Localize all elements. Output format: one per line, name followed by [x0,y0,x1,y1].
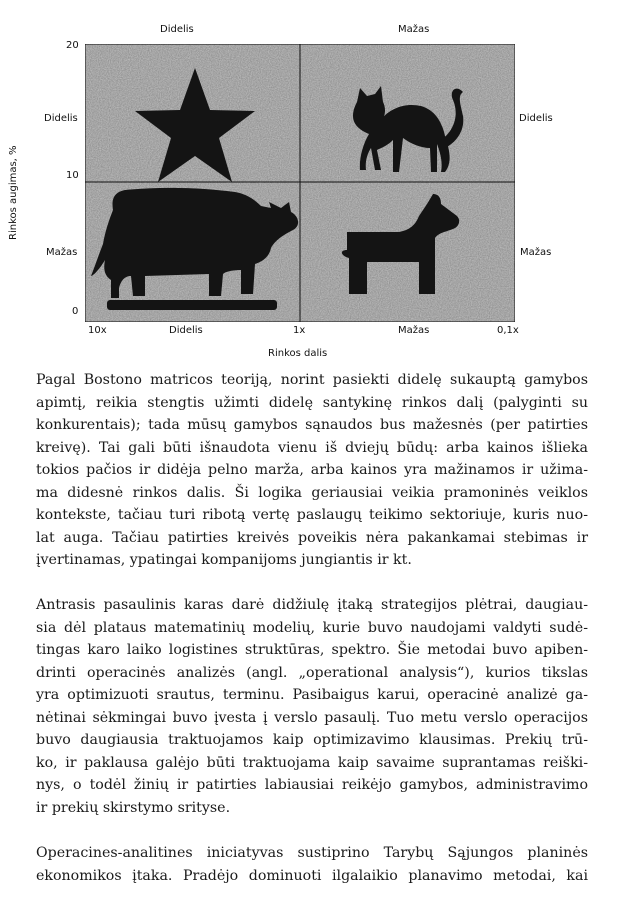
top-label-left: Didelis [160,24,194,35]
x-axis-label: Rinkos dalis [268,348,328,359]
left-label-bottom: Mažas [46,247,78,258]
text-line: nėtinai sėkmingai buvo įvesta į verslo pasaulį. Tuo metu verslo operacijos [36,709,588,726]
text-line: kontekste, tačiau turi ribotą vertę paslaugų teikimo sektoriuje, kuris nuo- [36,507,588,523]
x-tick-01x: 0,1x [497,325,519,336]
text-line: ir prekių skirstymo srityse. [36,799,231,816]
x-bottom-label-left: Didelis [169,325,203,336]
top-label-right: Mažas [398,24,430,35]
paragraph-3 [36,842,588,887]
paragraph-2 [36,594,588,819]
text-line: sia dėl plataus matematinių modelių, kurie buvo naudojami valdyti sudė- [36,619,588,636]
y-axis-label: Rinkos augimas, % [8,145,19,240]
text-line: tokios pačios ir didėja pelno marža, arba kainos yra mažinamos ir užima- [36,462,588,478]
text-line: lat auga. Tačiau patirties kreivės poveikis nėra pakankamai stebimas ir [36,529,588,546]
x-tick-10x: 10x [88,325,107,336]
y-tick-20: 20 [66,40,79,51]
text-line: nys, o todėl žinių ir patirties labiausiai reikėjo gamybos, administravimo [36,777,588,793]
text-line: Operacines-analitines iniciatyvas sustiprino Tarybų Sąjungos planinės [36,845,588,861]
y-tick-10: 10 [66,170,79,181]
text-line: apimtį, reikia stengtis užimti didelę santykinę rinkos dalį (palyginti su [36,394,588,411]
x-tick-1x: 1x [293,325,306,336]
text-line: Antrasis pasaulinis karas darė didžiulę įtaką strategijos plėtrai, daugiau- [36,597,588,613]
paragraph-1 [36,369,588,572]
x-bottom-label-right: Mažas [398,325,430,336]
text-line: Pagal Bostono matricos teoriją, norint pasiekti didelę sukauptą gamybos [36,372,588,388]
y-tick-0: 0 [72,306,79,317]
right-label-bottom: Mažas [520,247,552,258]
text-line: ma didesnė rinkos dalis. Ši logika geriausiai veikia pramoninės veiklos [36,484,588,501]
text-line: drinti operacinės analizės (angl. „operational analysis“), kurios tikslas [36,664,588,681]
text-line: buvo daugiausia traktuojamos kaip optimizavimo klausimas. Prekių trū- [36,732,588,748]
left-label-top: Didelis [44,113,78,124]
text-line: įvertinamas, ypatingai kompanijoms jungiantis ir kt. [36,552,412,568]
text-line: ko, ir paklausa galėjo būti traktuojama kaip savaime suprantamas reiški- [36,754,588,771]
text-line: ekonomikos įtaka. Pradėjo dominuoti ilgalaikio planavimo metodai, kai [36,867,588,884]
right-label-top: Didelis [519,113,553,124]
text-line: konkurentais); tada mūsų gamybos sąnaudos bus mažesnės (per patirties [36,417,588,433]
text-line: yra optimizuoti srautus, terminu. Pasibaigus karui, operacinė analizė ga- [36,687,588,703]
bcg-matrix [85,44,515,322]
text-line: tingas karo laiko logistines struktūras, spektro. Šie metodai buvo apiben- [36,642,588,658]
text-line: kreivę). Tai gali būti išnaudota vienu iš dviejų būdų: arba kainos išlieka [36,439,588,456]
